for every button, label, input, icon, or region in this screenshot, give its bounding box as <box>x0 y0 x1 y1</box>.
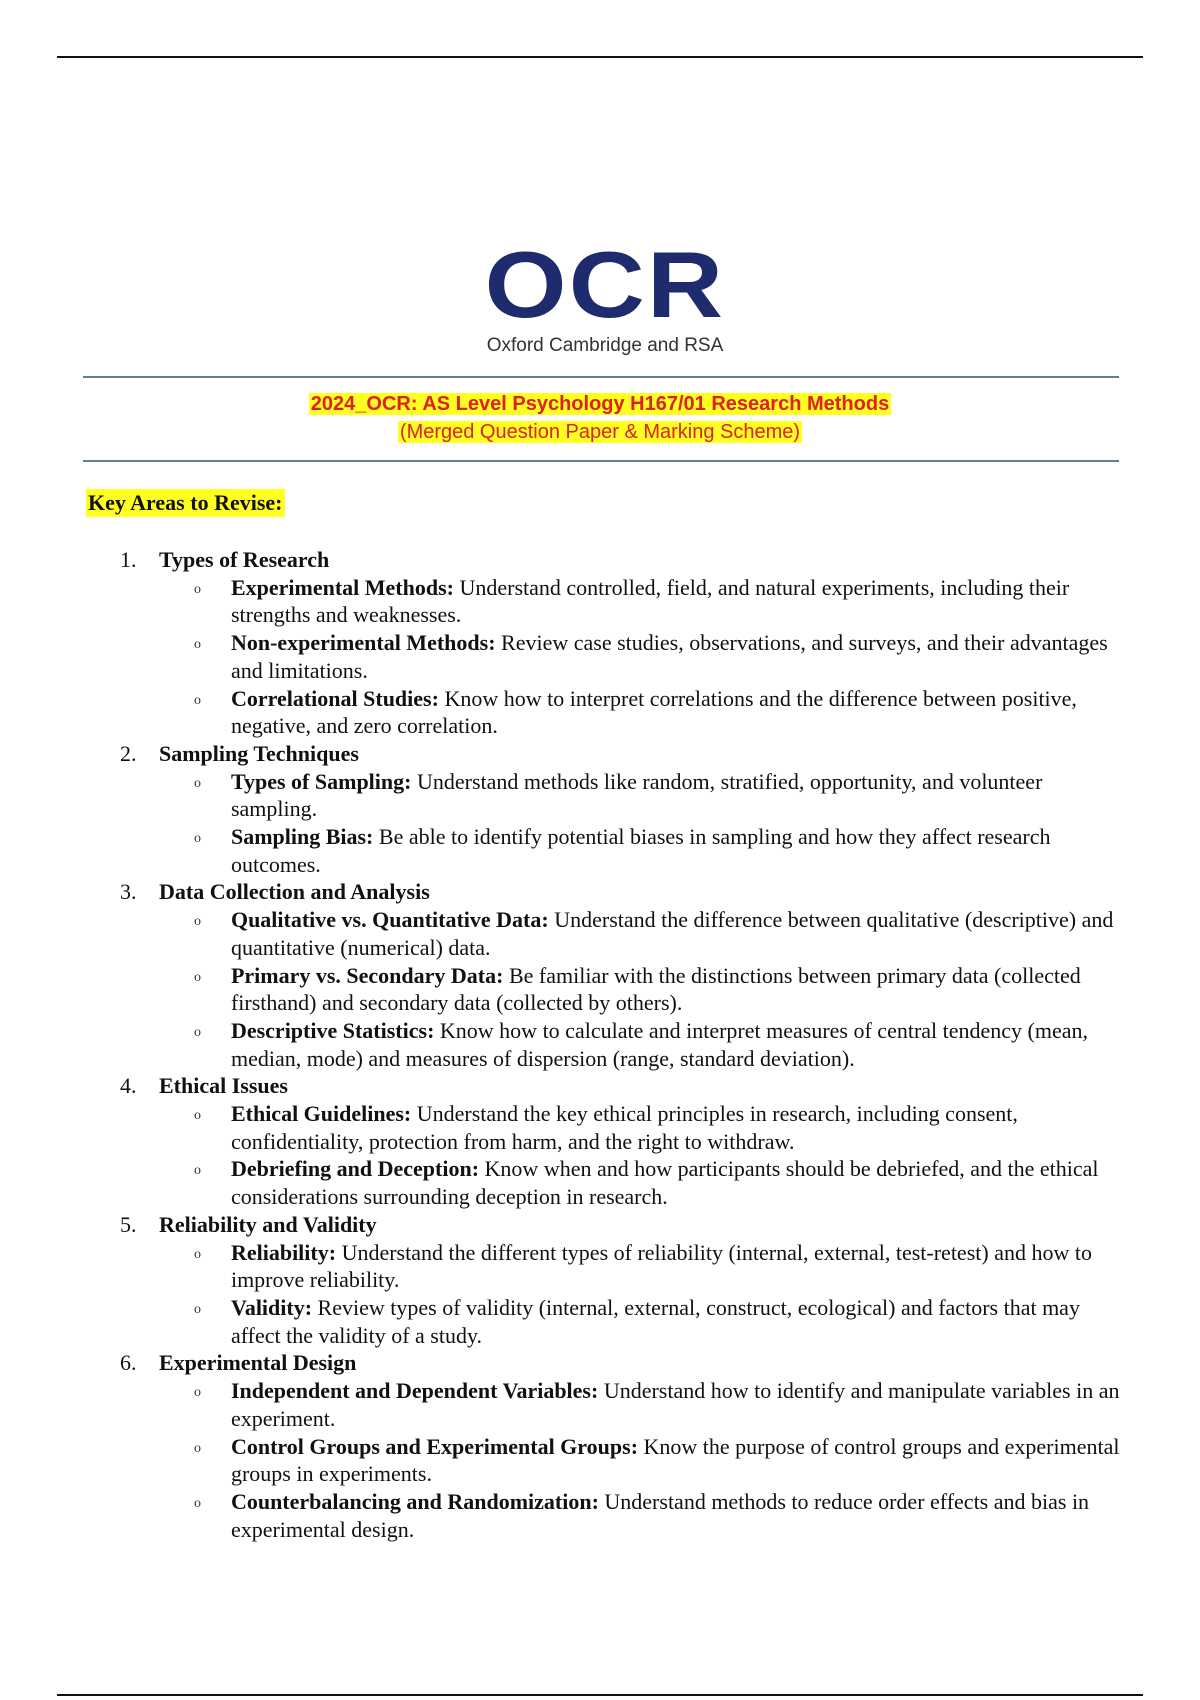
section-heading <box>120 546 1120 574</box>
list-item-text <box>231 685 1120 740</box>
item-description: Know how to calculate and interpret measures of central tendency (mean, median, mode) and measures of dispersion (range, standard deviation). <box>230 1017 1089 1071</box>
circle-bullet-icon: o <box>194 1246 201 1262</box>
section-heading <box>120 740 1120 768</box>
section <box>120 878 1120 1072</box>
circle-bullet-icon: o <box>194 637 201 653</box>
section <box>120 1349 1120 1543</box>
list-item <box>194 685 1120 740</box>
section-number: 4. <box>120 1073 137 1099</box>
item-term: Qualitative vs. Quantitative Data: <box>230 907 549 933</box>
item-description: Understand how to identify and manipulate variables in an experiment. <box>230 1378 1120 1431</box>
section-title: Experimental Design <box>159 1350 357 1376</box>
section-heading <box>120 878 1120 906</box>
section-heading <box>120 1349 1120 1377</box>
key-areas-heading: Key Areas to Revise: <box>88 490 283 515</box>
list-item-text <box>231 823 1120 878</box>
section-number: 2. <box>120 740 137 766</box>
item-term: Debriefing and Deception: <box>230 1156 480 1182</box>
top-rule <box>57 56 1143 58</box>
title-top-rule <box>83 376 1119 378</box>
item-description: Know when and how participants should be debriefed, and the ethical considerations surrounding deception in research. <box>230 1156 1099 1210</box>
circle-bullet-icon: o <box>194 1024 201 1040</box>
list-item <box>194 823 1120 878</box>
item-description: Understand methods to reduce order effects and bias in experimental design. <box>230 1488 1090 1542</box>
circle-bullet-icon: o <box>194 775 201 791</box>
item-term: Control Groups and Experimental Groups: <box>230 1433 639 1459</box>
circle-bullet-icon: o <box>194 692 201 708</box>
circle-bullet-icon: o <box>194 1108 201 1124</box>
item-description: Be able to identify potential biases in sampling and how they affect research outcomes. <box>230 824 1051 877</box>
list-item <box>194 962 1120 1017</box>
list-item-text <box>231 768 1120 823</box>
section-number: 5. <box>120 1211 137 1237</box>
item-description: Be familiar with the distinctions between primary data (collected firsthand) and secondary data (collected by others). <box>230 962 1081 1016</box>
list-item-text <box>231 1488 1120 1543</box>
list-item <box>194 768 1120 823</box>
bottom-rule <box>57 1694 1143 1696</box>
section-title: Data Collection and Analysis <box>159 879 430 905</box>
list-item-text <box>231 1377 1120 1432</box>
section-number: 3. <box>120 879 137 905</box>
list-item-text <box>231 1100 1120 1155</box>
list-item-text <box>231 962 1120 1017</box>
item-description: Know how to interpret correlations and the difference between positive, negative, and zero correlation. <box>230 685 1077 739</box>
list-item <box>194 1100 1120 1155</box>
circle-bullet-icon: o <box>194 969 201 985</box>
item-term: Correlational Studies: <box>230 685 439 711</box>
circle-bullet-icon: o <box>194 914 201 930</box>
revision-list <box>120 546 1120 1543</box>
list-item <box>194 1377 1120 1432</box>
section-heading <box>120 1211 1120 1239</box>
item-description: Understand the different types of reliability (internal, external, test-retest) and how to improve reliability. <box>230 1239 1092 1293</box>
list-item-text <box>231 1294 1120 1349</box>
section <box>120 1072 1120 1211</box>
list-item <box>194 1433 1120 1488</box>
circle-bullet-icon: o <box>194 1385 201 1401</box>
list-item-text <box>231 1433 1120 1488</box>
item-term: Descriptive Statistics: <box>230 1017 435 1043</box>
list-item-text <box>231 574 1120 629</box>
circle-bullet-icon: o <box>194 581 201 597</box>
section <box>120 1211 1120 1350</box>
item-term: Types of Sampling: <box>230 768 412 794</box>
section-title: Types of Research <box>159 547 330 572</box>
section-title: Reliability and Validity <box>159 1211 377 1237</box>
list-item <box>194 906 1120 961</box>
logo-main: OCR <box>484 232 726 337</box>
item-term: Non-experimental Methods: <box>230 630 496 656</box>
list-item <box>194 1294 1120 1349</box>
item-term: Experimental Methods: <box>230 574 454 600</box>
list-item <box>194 629 1120 684</box>
circle-bullet-icon: o <box>194 1440 201 1456</box>
section <box>120 740 1120 879</box>
list-item <box>194 574 1120 629</box>
list-item <box>194 1239 1120 1294</box>
list-item <box>194 1155 1120 1210</box>
list-item <box>194 1017 1120 1072</box>
circle-bullet-icon: o <box>194 1301 201 1317</box>
item-term: Validity: <box>230 1294 313 1320</box>
item-description: Understand controlled, field, and natural experiments, including their strengths and weaknesses. <box>230 574 1070 628</box>
item-description: Understand the difference between qualitative (descriptive) and quantitative (numerical) data. <box>230 907 1114 960</box>
item-description: Review types of validity (internal, external, construct, ecological) and factors that may affect the validity of a study. <box>230 1294 1080 1348</box>
item-description: Understand the key ethical principles in research, including consent, confidentiality, protection from harm, and the right to withdraw. <box>230 1101 1018 1154</box>
list-item-text <box>231 906 1120 961</box>
title-line2: (Merged Question Paper & Marking Scheme) <box>399 421 801 443</box>
logo-subtitle: Oxford Cambridge and RSA <box>486 335 724 356</box>
list-item <box>194 1488 1120 1543</box>
item-term: Sampling Bias: <box>230 824 374 850</box>
item-term: Counterbalancing and Randomization: <box>230 1488 599 1514</box>
circle-bullet-icon: o <box>194 1495 201 1511</box>
section-heading <box>120 1072 1120 1100</box>
item-description: Review case studies, observations, and surveys, and their advantages and limitations. <box>230 630 1108 683</box>
item-description: Know the purpose of control groups and experimental groups in experiments. <box>230 1433 1120 1487</box>
section-number: 6. <box>120 1350 137 1376</box>
ocr-logo <box>455 232 755 357</box>
title-line1: 2024_OCR: AS Level Psychology H167/01 Research Methods <box>310 393 890 415</box>
list-item-text <box>231 629 1120 684</box>
item-term: Independent and Dependent Variables: <box>230 1378 599 1404</box>
list-item-text <box>231 1239 1120 1294</box>
list-item-text <box>231 1017 1120 1072</box>
title-bottom-rule <box>83 460 1119 462</box>
document-title <box>0 390 1200 446</box>
section-title: Sampling Techniques <box>159 740 359 766</box>
item-term: Primary vs. Secondary Data: <box>230 962 504 988</box>
section <box>120 546 1120 740</box>
section-title: Ethical Issues <box>159 1073 288 1099</box>
item-term: Reliability: <box>230 1239 337 1265</box>
list-item-text <box>231 1155 1120 1210</box>
circle-bullet-icon: o <box>194 831 201 847</box>
item-term: Ethical Guidelines: <box>230 1101 412 1127</box>
section-number: 1. <box>120 547 137 572</box>
item-description: Understand methods like random, stratified, opportunity, and volunteer sampling. <box>230 768 1043 822</box>
circle-bullet-icon: o <box>194 1163 201 1179</box>
